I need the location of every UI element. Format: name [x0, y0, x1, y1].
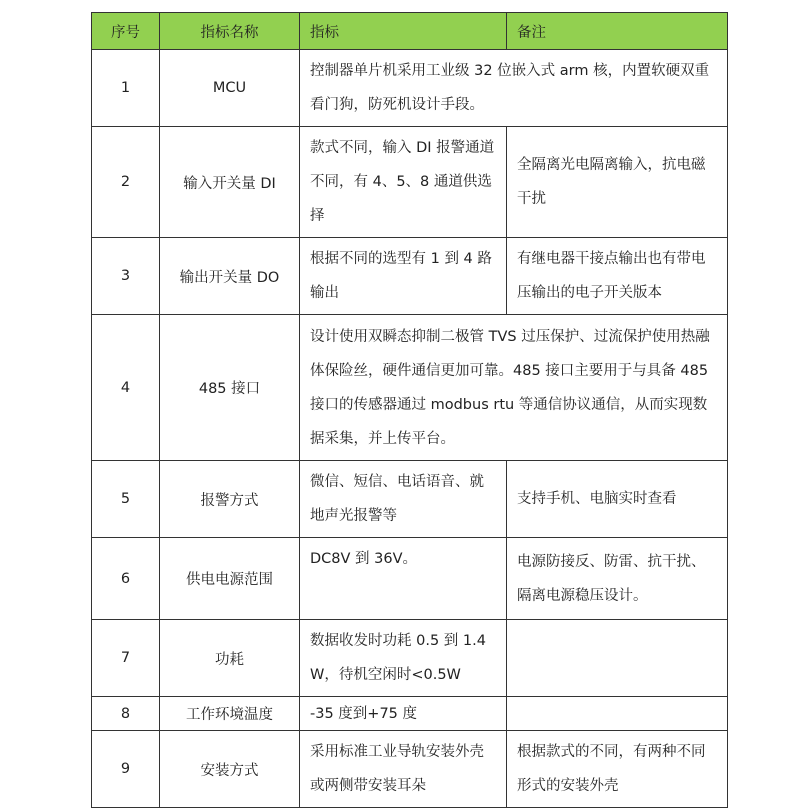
row-name: 供电电源范围	[160, 538, 300, 620]
row-indicator: 设计使用双瞬态抑制二极管 TVS 过压保护、过流保护使用热融体保险丝，硬件通信更加可靠。485 接口主要用于与具备 485 接口的传感器通过 modbus rtu 等通信协议通信，从而实现数据采集，并上传平台。	[300, 315, 728, 461]
row-indicator: DC8V 到 36V。	[300, 538, 507, 620]
row-name: 安装方式	[160, 731, 300, 808]
row-number: 7	[92, 620, 160, 697]
row-indicator: 控制器单片机采用工业级 32 位嵌入式 arm 核，内置软硬双重看门狗，防死机设计手段。	[300, 50, 728, 127]
row-note: 根据款式的不同，有两种不同形式的安装外壳	[507, 731, 728, 808]
table-row	[92, 461, 728, 538]
table-row	[92, 731, 728, 808]
header-cell-no: 序号	[92, 13, 160, 50]
row-number: 3	[92, 238, 160, 315]
header-cell-note: 备注	[507, 13, 728, 50]
row-number: 8	[92, 697, 160, 731]
header-row	[92, 13, 728, 50]
row-name: 工作环境温度	[160, 697, 300, 731]
row-number: 1	[92, 50, 160, 127]
row-note	[507, 697, 728, 731]
row-name: 报警方式	[160, 461, 300, 538]
row-indicator: 款式不同，输入 DI 报警通道不同，有 4、5、8 通道供选择	[300, 127, 507, 238]
table-row	[92, 315, 728, 461]
header-cell-indicator: 指标	[300, 13, 507, 50]
row-indicator: -35 度到+75 度	[300, 697, 507, 731]
table-row	[92, 620, 728, 697]
row-indicator: 微信、短信、电话语音、就地声光报警等	[300, 461, 507, 538]
row-number: 6	[92, 538, 160, 620]
row-note: 支持手机、电脑实时查看	[507, 461, 728, 538]
spec-table	[91, 12, 728, 808]
table-row	[92, 127, 728, 238]
row-indicator: 根据不同的选型有 1 到 4 路输出	[300, 238, 507, 315]
row-name: 485 接口	[160, 315, 300, 461]
table-row	[92, 538, 728, 620]
row-note: 有继电器干接点输出也有带电压输出的电子开关版本	[507, 238, 728, 315]
row-indicator: 采用标准工业导轨安装外壳或两侧带安装耳朵	[300, 731, 507, 808]
row-name: 输入开关量 DI	[160, 127, 300, 238]
table-row	[92, 50, 728, 127]
row-indicator: 数据收发时功耗 0.5 到 1.4W，待机空闲时<0.5W	[300, 620, 507, 697]
row-name: MCU	[160, 50, 300, 127]
row-name: 输出开关量 DO	[160, 238, 300, 315]
row-number: 9	[92, 731, 160, 808]
row-number: 4	[92, 315, 160, 461]
header-cell-name: 指标名称	[160, 13, 300, 50]
row-note	[507, 620, 728, 697]
table-row	[92, 697, 728, 731]
row-note: 全隔离光电隔离输入，抗电磁干扰	[507, 127, 728, 238]
table-row	[92, 238, 728, 315]
row-number: 5	[92, 461, 160, 538]
row-name: 功耗	[160, 620, 300, 697]
row-number: 2	[92, 127, 160, 238]
row-note: 电源防接反、防雷、抗干扰、隔离电源稳压设计。	[507, 538, 728, 620]
